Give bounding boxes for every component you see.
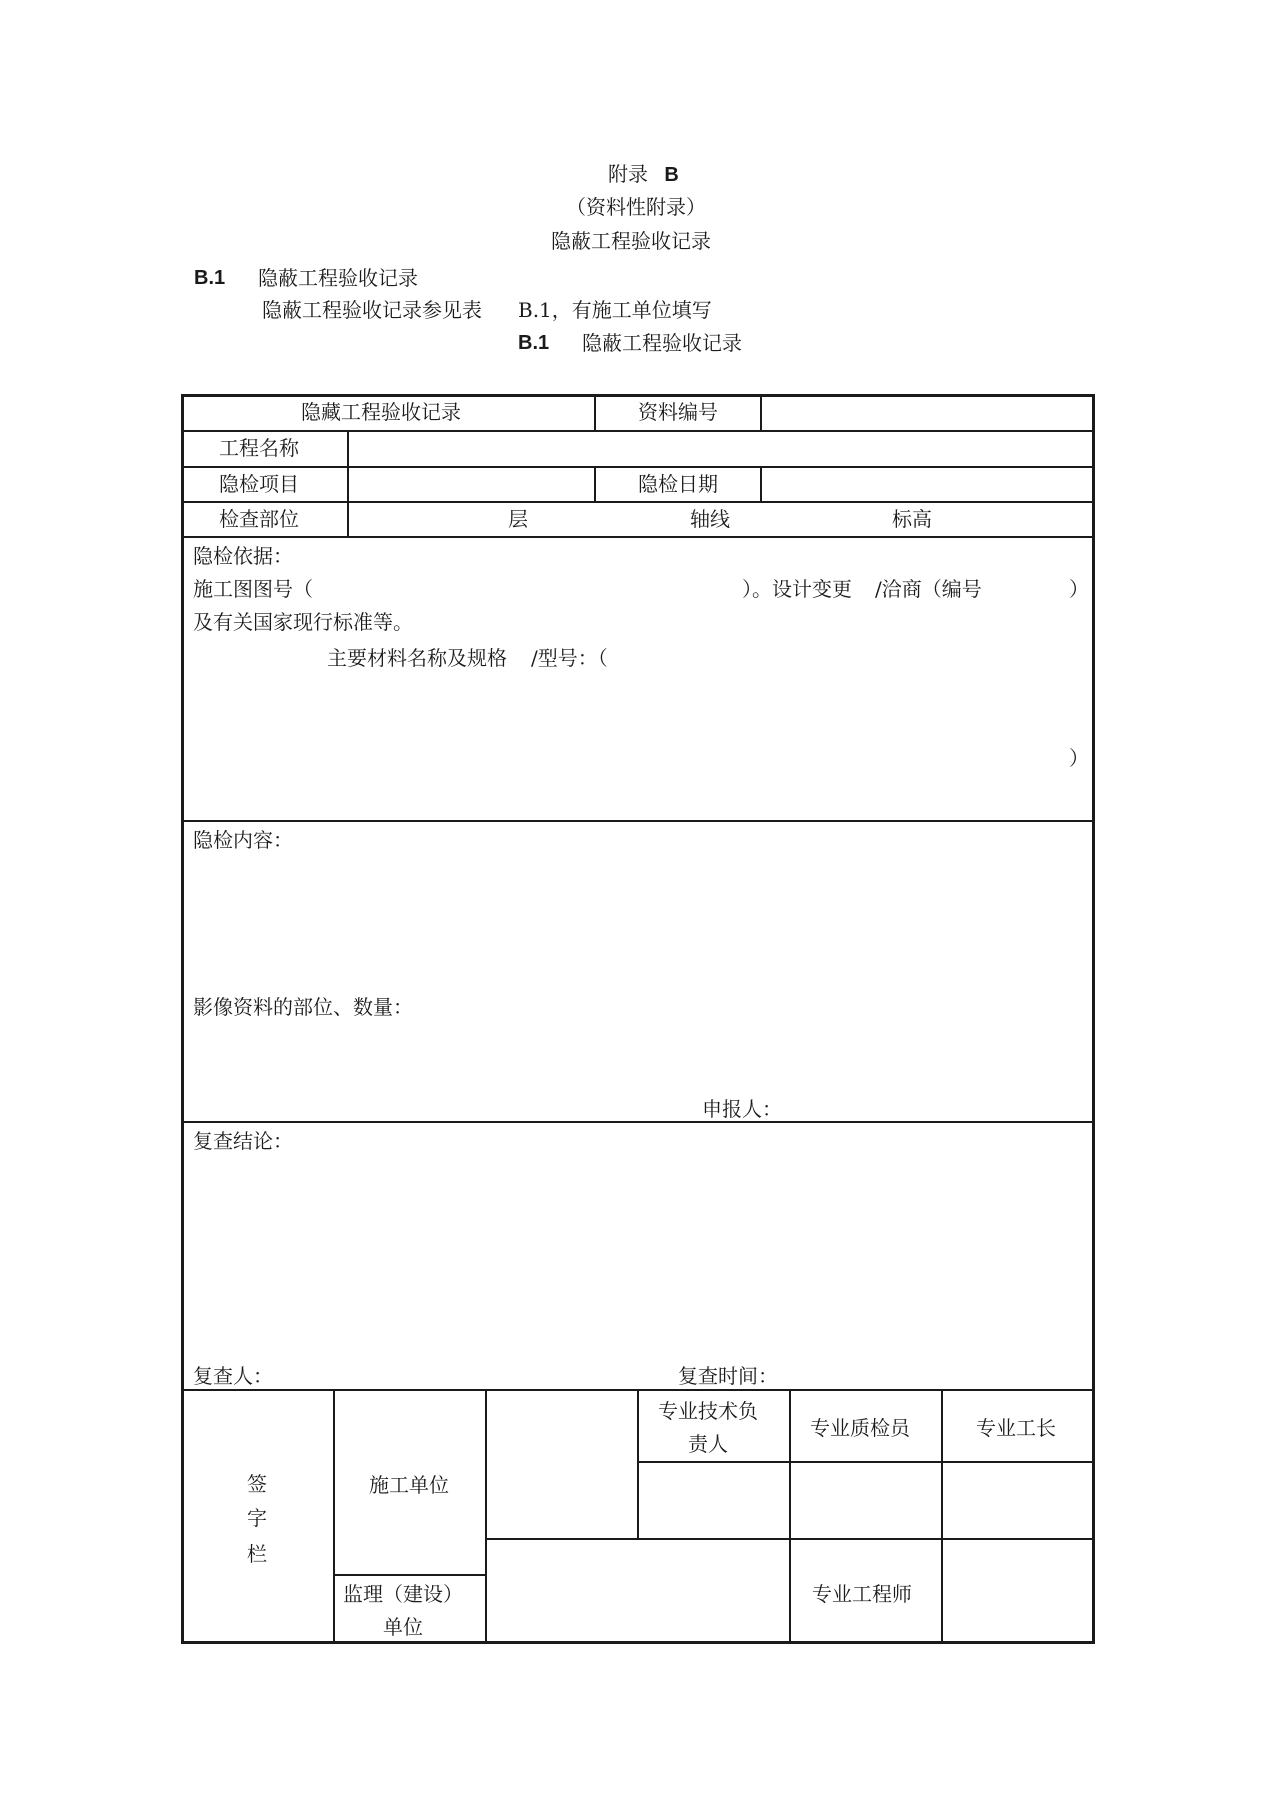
applicant-label: 申报人： bbox=[702, 1097, 782, 1121]
sign-col-4 bbox=[789, 1389, 791, 1644]
foreman-label: 专业工长 bbox=[976, 1416, 1056, 1440]
section-number: B.1 bbox=[194, 267, 226, 289]
tech-lead-label-line1: 专业技术负 bbox=[658, 1399, 758, 1423]
doc-number-label: 资料编号 bbox=[638, 400, 718, 424]
review-time-label: 复查时间： bbox=[678, 1364, 778, 1388]
floor-label: 层 bbox=[508, 507, 528, 531]
col-line-label bbox=[347, 430, 349, 536]
content-bottom-line bbox=[181, 1121, 1095, 1123]
inspect-item-label: 隐检项目 bbox=[219, 472, 299, 496]
axis-label: 轴线 bbox=[690, 507, 730, 531]
design-change-label: ）。设计变更 bbox=[742, 577, 852, 601]
negotiation-label: /洽商（编号 bbox=[875, 577, 982, 601]
table-number: B.1 bbox=[518, 332, 550, 354]
note-text: 隐蔽工程验收记录参见表 bbox=[262, 298, 482, 322]
sign-row-line-3 bbox=[333, 1574, 485, 1576]
project-name-label: 工程名称 bbox=[219, 436, 299, 460]
contractor-label: 施工单位 bbox=[369, 1473, 449, 1497]
row-line-4 bbox=[181, 536, 1095, 538]
review-label: 复查结论： bbox=[193, 1129, 293, 1153]
location-label: 检查部位 bbox=[219, 507, 299, 531]
engineer-label: 专业工程师 bbox=[812, 1582, 912, 1606]
sign-col-5 bbox=[941, 1389, 943, 1644]
col-line-top-b bbox=[760, 394, 762, 430]
supervisor-label-line2: 单位 bbox=[383, 1615, 423, 1639]
row-line-2 bbox=[181, 466, 1095, 468]
close-paren-1: ） bbox=[1069, 577, 1089, 601]
sign-col-3 bbox=[637, 1389, 639, 1538]
basis-bottom-line bbox=[181, 820, 1095, 822]
appendix-title bbox=[608, 164, 679, 185]
main-title: 隐蔽工程验收记录 bbox=[551, 229, 711, 253]
appendix-type: （资料性附录） bbox=[566, 195, 706, 219]
appendix-title-text: 附录 bbox=[608, 162, 648, 186]
reviewer-label: 复查人： bbox=[193, 1364, 273, 1388]
signature-column-char-3: 栏 bbox=[247, 1542, 267, 1566]
close-paren-2: ） bbox=[1069, 746, 1089, 770]
supervisor-label-line1: 监理（建设） bbox=[343, 1582, 463, 1606]
photo-label: 影像资料的部位、数量： bbox=[193, 995, 413, 1019]
note-ref: B.1，有施工单位填写 bbox=[518, 298, 712, 322]
sign-row-line-1 bbox=[637, 1461, 1095, 1463]
signature-column-char-1: 签 bbox=[247, 1472, 267, 1496]
basis-label: 隐检依据： bbox=[193, 544, 293, 568]
col-line-date-b bbox=[760, 466, 762, 501]
section-title: 隐蔽工程验收记录 bbox=[258, 266, 418, 290]
inspection-form bbox=[181, 394, 1095, 1644]
elevation-label: 标高 bbox=[892, 507, 932, 531]
quality-inspector-label: 专业质检员 bbox=[810, 1416, 910, 1440]
model-label: /型号：（ bbox=[531, 646, 608, 670]
drawing-number-label: 施工图图号（ bbox=[193, 577, 313, 601]
materials-label: 主要材料名称及规格 bbox=[327, 646, 507, 670]
col-line-date-a bbox=[594, 466, 596, 501]
sign-col-2 bbox=[485, 1389, 487, 1644]
col-line-top-a bbox=[594, 394, 596, 430]
tech-lead-label-line2: 责人 bbox=[688, 1432, 728, 1456]
table-title: 隐蔽工程验收记录 bbox=[582, 331, 742, 355]
signature-column-char-2: 字 bbox=[247, 1506, 267, 1530]
row-line-1 bbox=[181, 430, 1095, 432]
standards-text: 及有关国家现行标准等。 bbox=[193, 610, 413, 634]
record-title-cell: 隐藏工程验收记录 bbox=[301, 400, 461, 424]
content-label: 隐检内容： bbox=[193, 828, 293, 852]
inspect-date-label: 隐检日期 bbox=[638, 472, 718, 496]
row-line-3 bbox=[181, 501, 1095, 503]
sign-col-1 bbox=[333, 1389, 335, 1644]
appendix-letter: B bbox=[664, 164, 679, 186]
